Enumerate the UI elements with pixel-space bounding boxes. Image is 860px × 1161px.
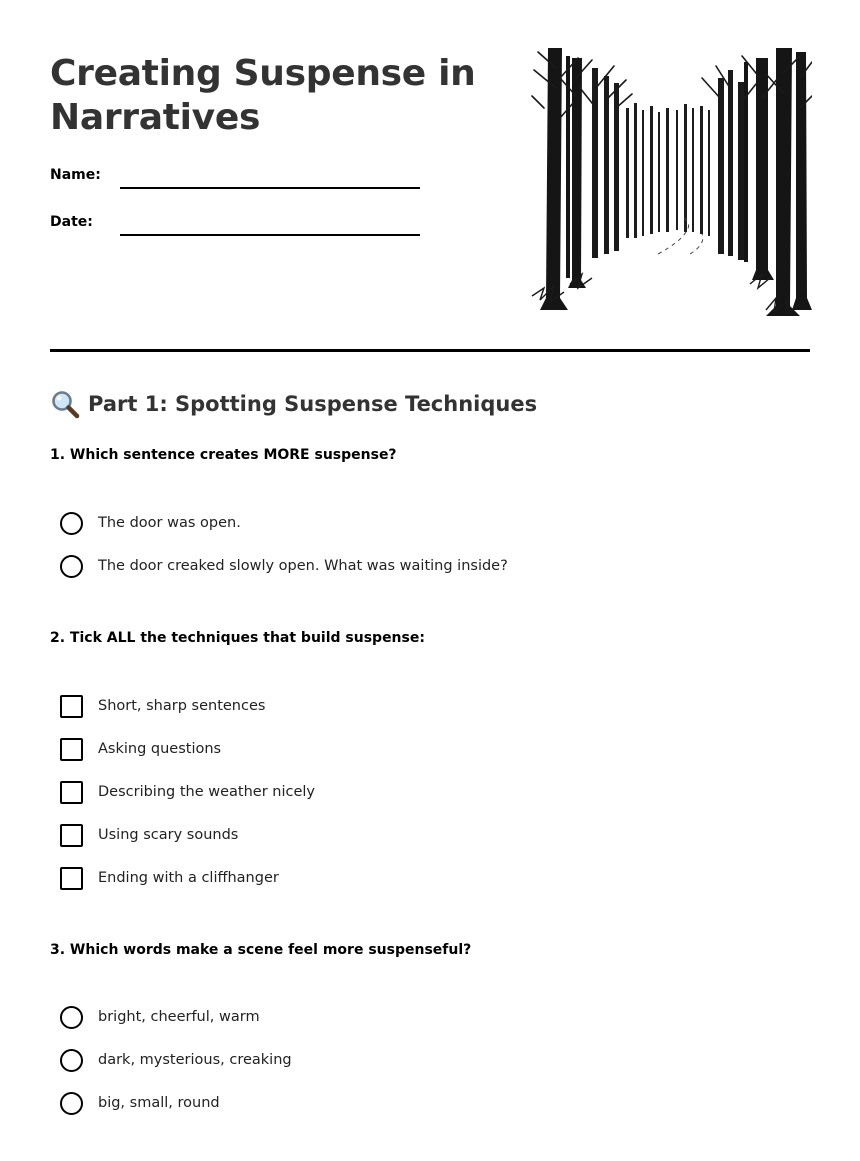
question-1-prompt: 1. Which sentence creates MORE suspense? [50, 447, 397, 463]
radio-button[interactable] [60, 555, 83, 578]
part1-heading [50, 388, 537, 420]
radio-button[interactable] [60, 512, 83, 535]
name-label: Name: [50, 167, 101, 183]
option-label: big, small, round [98, 1095, 220, 1111]
q2-option-5[interactable] [60, 866, 279, 890]
option-label: bright, cheerful, warm [98, 1009, 260, 1025]
radio-button[interactable] [60, 1092, 83, 1115]
header-divider [50, 349, 810, 352]
q3-option-1[interactable] [60, 1005, 260, 1029]
q1-option-1[interactable] [60, 511, 241, 535]
q1-option-2[interactable] [60, 554, 508, 578]
option-label: Asking questions [98, 741, 222, 757]
checkbox[interactable] [60, 867, 83, 890]
checkbox[interactable] [60, 695, 83, 718]
worksheet-title: Creating Suspense in Narratives [50, 53, 476, 138]
q2-option-1[interactable] [60, 694, 265, 718]
option-label: dark, mysterious, creaking [98, 1052, 292, 1068]
option-label: Short, sharp sentences [98, 698, 266, 714]
name-line[interactable] [120, 187, 420, 189]
q3-option-2[interactable] [60, 1048, 292, 1072]
checkbox[interactable] [60, 781, 83, 804]
question-2-prompt: 2. Tick ALL the techniques that build suspense: [50, 630, 425, 646]
checkbox[interactable] [60, 738, 83, 761]
date-field[interactable] [50, 213, 420, 237]
magnifying-glass-icon [50, 389, 80, 419]
question-3-prompt: 3. Which words make a scene feel more suspenseful? [50, 942, 472, 958]
checkbox[interactable] [60, 824, 83, 847]
option-label: The door creaked slowly open. What was waiting inside? [98, 558, 508, 574]
date-label: Date: [50, 214, 93, 230]
q3-option-3[interactable] [60, 1091, 220, 1115]
forest-illustration [530, 48, 812, 320]
radio-button[interactable] [60, 1006, 83, 1029]
q2-option-3[interactable] [60, 780, 315, 804]
option-label: Ending with a cliffhanger [98, 870, 279, 886]
name-field[interactable] [50, 166, 420, 190]
option-label: Describing the weather nicely [98, 784, 315, 800]
option-label: Using scary sounds [98, 827, 239, 843]
part1-heading-text: Part 1: Spotting Suspense Techniques [88, 392, 538, 416]
option-label: The door was open. [98, 515, 241, 531]
q2-option-2[interactable] [60, 737, 221, 761]
q2-option-4[interactable] [60, 823, 238, 847]
radio-button[interactable] [60, 1049, 83, 1072]
date-line[interactable] [120, 234, 420, 236]
